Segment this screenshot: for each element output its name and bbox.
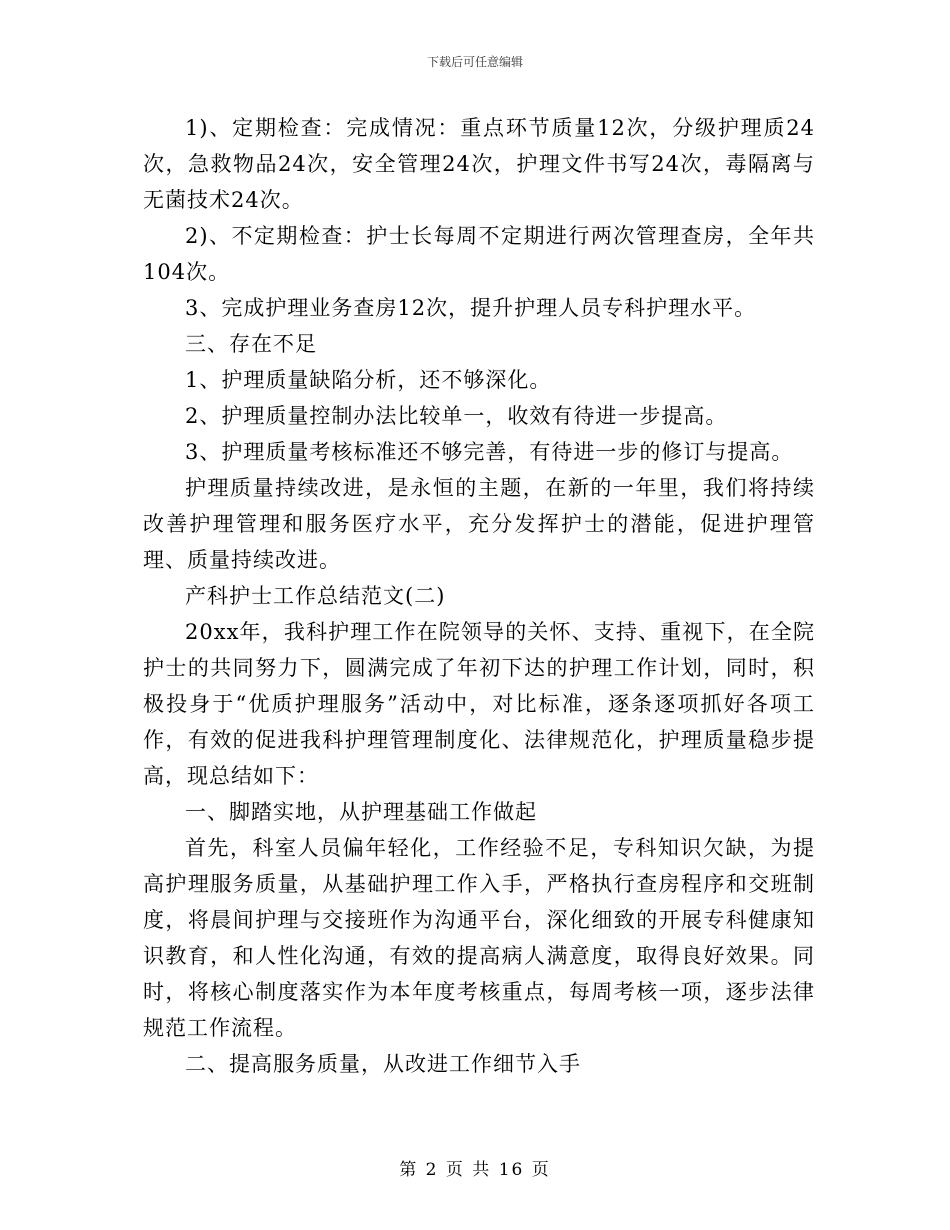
paragraph: 1)、定期检查：完成情况：重点环节质量12次，分级护理质24次，急救物品24次，安全管理24次，护理文件书写24次，毒隔离与无菌技术24次。: [143, 116, 815, 212]
section-heading: 一、脚踏实地，从护理基础工作做起: [185, 800, 537, 824]
section-heading: 三、存在不足: [185, 332, 317, 356]
document-title: 产科护士工作总结范文(二): [185, 584, 446, 608]
paragraph: 2、护理质量控制办法比较单一，收效有待进一步提高。: [185, 404, 728, 428]
document-body: [143, 110, 815, 1082]
paragraph: 首先，科室人员偏年轻化，工作经验不足，专科知识欠缺，为提高护理服务质量，从基础护理工作入手，严格执行查房程序和交班制度，将晨间护理与交接班作为沟通平台，深化细致的开展专科健康知识教育，和人性化沟通，有效的提高病人满意度，取得良好效果。同时，将核心制度落实作为本年度考核重点，每周考核一项，逐步法律规范工作流程。: [143, 836, 815, 1040]
paragraph: 3、护理质量考核标准还不够完善，有待进一步的修订与提高。: [185, 440, 794, 464]
section-heading: 二、提高服务质量，从改进工作细节入手: [185, 1052, 581, 1076]
paragraph: 20xx年，我科护理工作在院领导的关怀、支持、重视下，在全院护士的共同努力下，圆满完成了年初下达的护理工作计划，同时，积极投身于“优质护理服务”活动中，对比标准，逐条逐项抓好各项工作，有效的促进我科护理管理制度化、法律规范化，护理质量稳步提高，现总结如下：: [143, 620, 815, 788]
header-note: 下载后可任意编辑: [426, 55, 523, 69]
paragraph: 3、完成护理业务查房12次，提升护理人员专科护理水平。: [185, 296, 757, 320]
paragraph: 2)、不定期检查：护士长每周不定期进行两次管理查房，全年共104次。: [143, 224, 815, 284]
paragraph: 1、护理质量缺陷分析，还不够深化。: [185, 368, 552, 392]
paragraph: 护理质量持续改进，是永恒的主题，在新的一年里，我们将持续改善护理管理和服务医疗水平，充分发挥护士的潜能，促进护理管理、质量持续改进。: [143, 476, 815, 572]
page-number-footer: 第 2 页 共 16 页: [399, 1160, 551, 1180]
